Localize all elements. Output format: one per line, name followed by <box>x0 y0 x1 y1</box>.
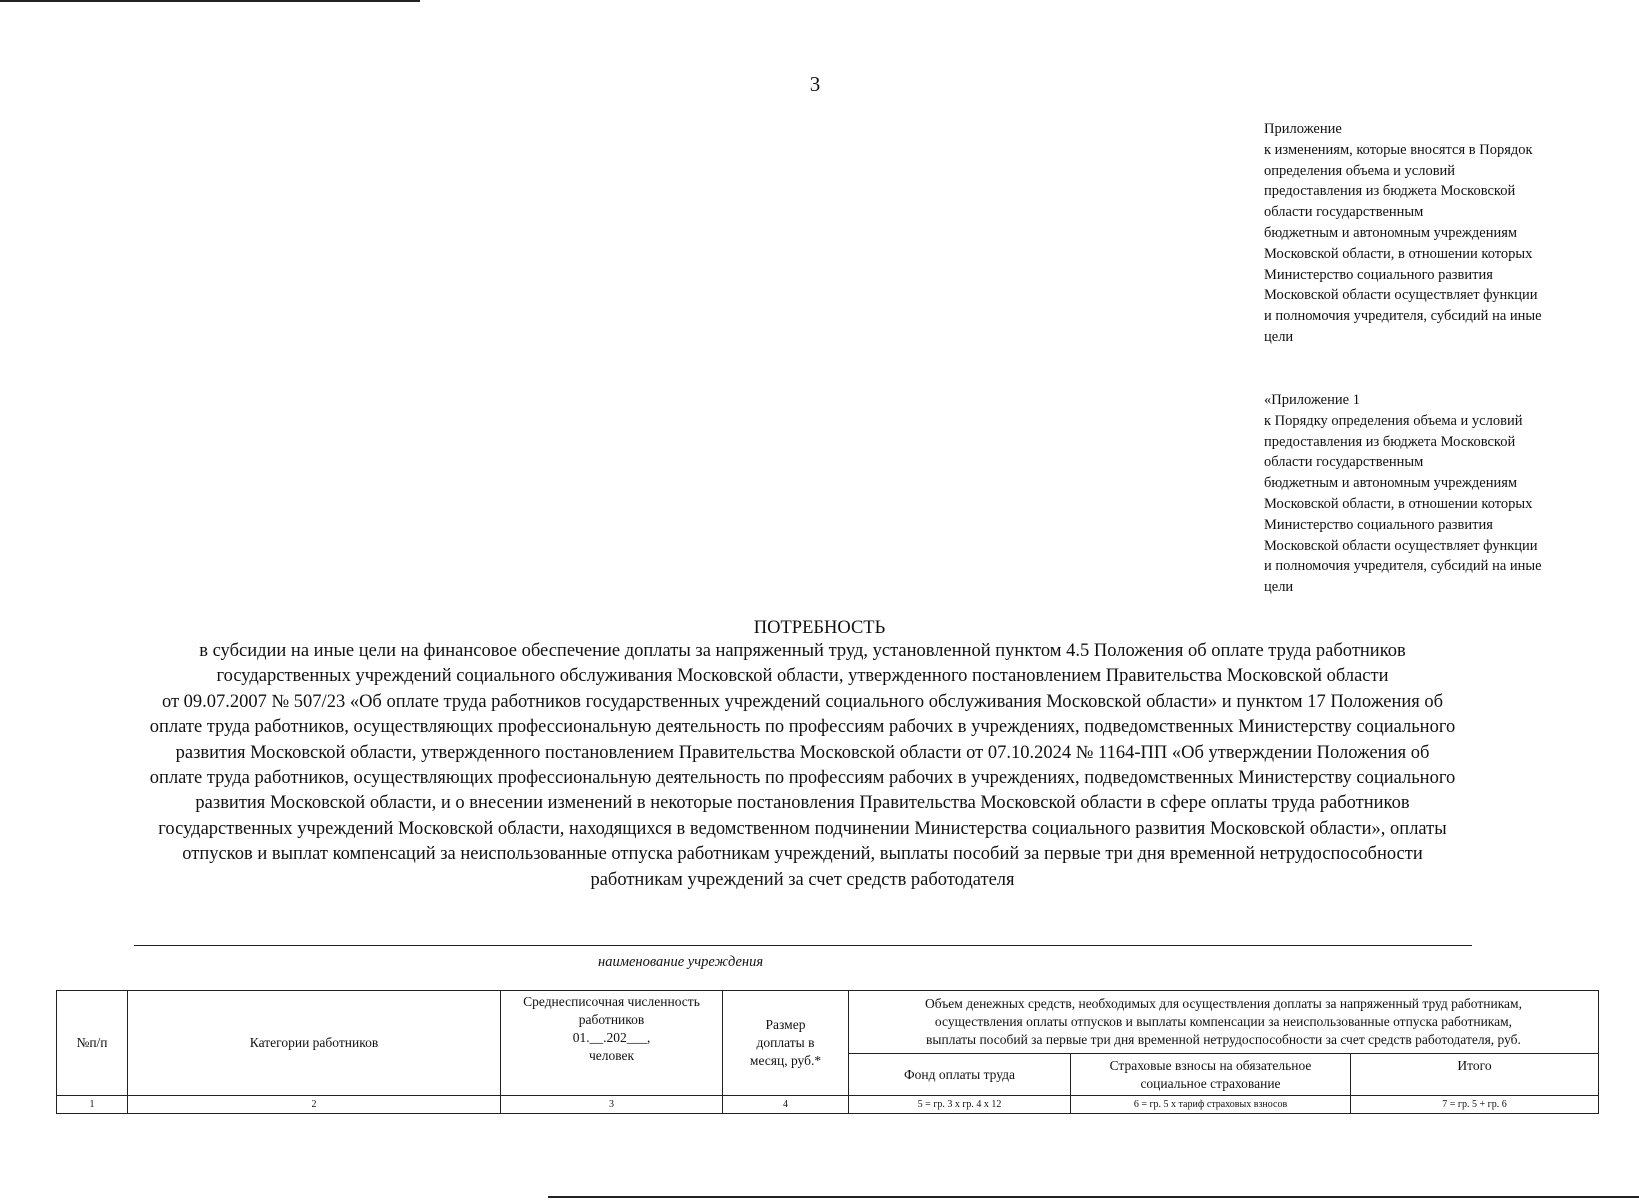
header-headcount-line: работников <box>578 1012 645 1027</box>
scan-border-bottom <box>548 1196 1639 1198</box>
header-payment <box>723 991 849 1096</box>
column-number-cell: 2 <box>128 1096 501 1114</box>
subtitle-line: работникам учреждений за счет средств работодателя <box>590 869 1015 890</box>
subtitle-line: развития Московской области, утвержденного постановлением Правительства Московской области от 07.10.2024 № 1164-ПП «Об утверждении Положения об <box>175 742 1430 763</box>
subtitle-line: государственных учреждений социального обслуживания Московской области, утвержденного постановлением Правительства Московской области <box>216 666 1389 687</box>
appendix-changes-line: Приложение <box>1264 121 1342 137</box>
header-payment-line: месяц, руб.* <box>749 1053 822 1068</box>
header-total: Итого <box>1351 1054 1599 1096</box>
appendix-one-line: Министерство социального развития <box>1264 516 1493 533</box>
column-number-cell: 5 = гр. 3 х гр. 4 х 12 <box>849 1096 1071 1114</box>
document-subtitle <box>105 639 1500 893</box>
subtitle-line: развития Московской области, и о внесении изменений в некоторые постановления Правительства Московской области в сфере оплаты труда работников <box>195 793 1410 814</box>
header-num: №п/п <box>57 991 128 1096</box>
column-number-cell: 1 <box>57 1096 128 1114</box>
header-category: Категории работников <box>128 991 501 1096</box>
appendix-one-line: предоставления из бюджета Московской <box>1264 433 1516 450</box>
appendix-changes-line: и полномочия учредителя, субсидий на иные <box>1264 308 1542 325</box>
institution-caption: наименование учреждения <box>598 954 764 970</box>
appendix-one-line: «Приложение 1 <box>1264 392 1360 408</box>
subtitle-line: от 09.07.2007 № 507/23 «Об оплате труда работников государственных учреждений социального обслуживания Московской области» и пунктом 17 Положения об <box>161 691 1444 712</box>
header-payroll: Фонд оплаты труда <box>849 1054 1071 1096</box>
column-number-cell: 6 = гр. 5 х тариф страховых взносов <box>1071 1096 1351 1114</box>
header-volume <box>849 991 1599 1054</box>
appendix-changes-block <box>1264 119 1594 348</box>
header-headcount-line: Среднесписочная численность <box>523 994 700 1009</box>
subtitle-line: в субсидии на иные цели на финансовое обеспечение доплаты за напряженный труд, установленной пунктом 4.5 Положения об оплате труда работников <box>199 641 1406 661</box>
appendix-one-line: Московской области, в отношении которых <box>1264 495 1533 512</box>
appendix-changes-line: определения объема и условий <box>1264 162 1456 179</box>
institution-name-line <box>134 945 1472 946</box>
subtitle-line: государственных учреждений Московской области, находящихся в ведомственном подчинении Министерства социального развития Московской области», оплаты <box>158 818 1447 839</box>
appendix-one-line: и полномочия учредителя, субсидий на иные <box>1264 558 1542 575</box>
appendix-one-line: бюджетным и автономным учреждениям <box>1264 475 1518 492</box>
appendix-changes-line: бюджетным и автономным учреждениям <box>1264 224 1518 241</box>
header-headcount-line: 01.__.202___, <box>572 1030 651 1045</box>
appendix-changes-line: Министерство социального развития <box>1264 266 1493 283</box>
column-number-cell: 7 = гр. 5 + гр. 6 <box>1351 1096 1599 1114</box>
header-volume-line: выплаты пособий за первые три дня временной нетрудоспособности за счет средств работодателя, руб. <box>926 1032 1521 1047</box>
header-volume-line: осуществления оплаты отпусков и выплаты компенсации за неиспользованные отпуска работникам, <box>934 1014 1513 1029</box>
header-headcount <box>501 991 723 1096</box>
appendix-one-line: области государственным <box>1264 454 1424 471</box>
subtitle-line: отпусков и выплат компенсаций за неиспользованные отпуска работникам учреждений, выплаты пособий за первые три дня временной нетрудоспособности <box>182 844 1423 865</box>
subtitle-line: оплате труда работников, осуществляющих профессиональную деятельность по профессиям рабочих в учреждениях, подведомственных Министерству социального <box>149 717 1456 738</box>
table-header-row <box>57 991 1599 1054</box>
appendix-changes-line: области государственным <box>1264 204 1424 221</box>
appendix-changes-line: предоставления из бюджета Московской <box>1264 183 1516 200</box>
header-headcount-line: человек <box>588 1048 635 1063</box>
header-payment-line: доплаты в <box>756 1035 815 1050</box>
appendix-changes-line: цели <box>1264 328 1294 345</box>
appendix-changes-line: к изменениям, которые вносятся в Порядок <box>1264 141 1533 158</box>
page-number: 3 <box>809 72 821 96</box>
header-volume-line: Объем денежных средств, необходимых для осуществления доплаты за напряженный труд работникам, <box>925 996 1522 1011</box>
header-insurance-line: Страховые взносы на обязательное <box>1109 1058 1312 1073</box>
subtitle-line: оплате труда работников, осуществляющих профессиональную деятельность по профессиям рабочих в учреждениях, подведомственных Министерству социального <box>149 768 1456 789</box>
header-payment-line: Размер <box>765 1017 806 1032</box>
document-title: ПОТРЕБНОСТЬ <box>753 618 886 638</box>
header-insurance-line: социальное страхование <box>1140 1076 1281 1091</box>
appendix-one-line: к Порядку определения объема и условий <box>1264 412 1523 429</box>
column-number-cell: 4 <box>723 1096 849 1114</box>
header-insurance <box>1071 1054 1351 1096</box>
column-number-cell: 3 <box>501 1096 723 1114</box>
appendix-one-line: цели <box>1264 579 1294 596</box>
scan-border-top <box>0 0 420 2</box>
appendix-one-block <box>1264 390 1594 598</box>
appendix-one-line: Московской области осуществляет функции <box>1264 537 1538 554</box>
appendix-changes-line: Московской области осуществляет функции <box>1264 287 1538 304</box>
needs-table <box>56 990 1599 1114</box>
table-row <box>57 1096 1599 1114</box>
appendix-changes-line: Московской области, в отношении которых <box>1264 245 1533 262</box>
